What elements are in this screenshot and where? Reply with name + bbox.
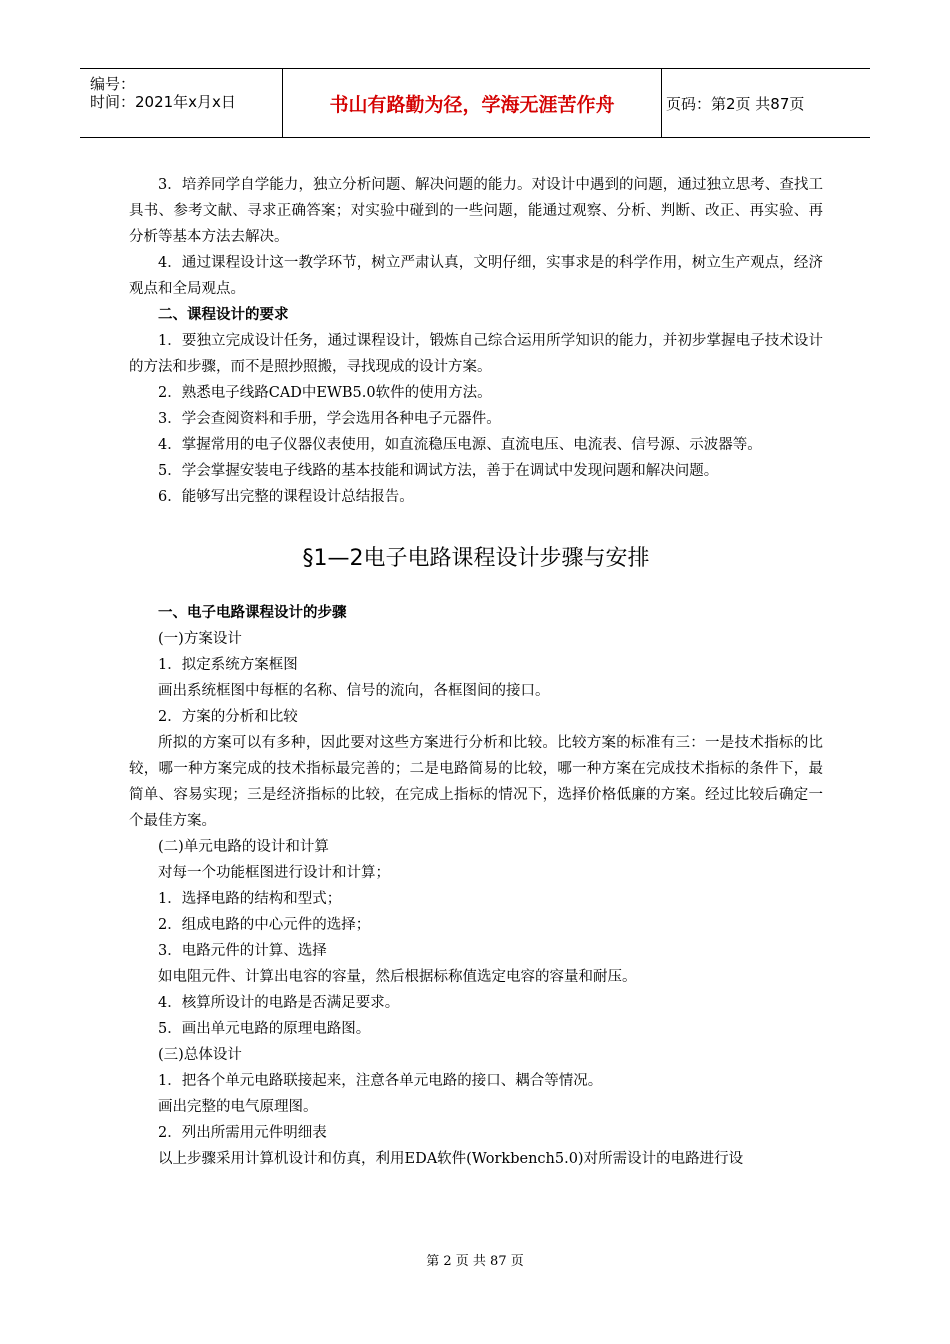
section-heading-requirements: 二、课程设计的要求	[158, 307, 289, 323]
document-time-label: 时间：2021年x月x日	[90, 93, 236, 111]
paragraph: 画出完整的电气原理图。	[158, 1099, 318, 1115]
paragraph: 4．掌握常用的电子仪器仪表使用，如直流稳压电源、直流电压、电流表、信号源、示波器等。	[158, 437, 762, 453]
header-page-info: 页码：第2页 共87页	[666, 94, 805, 113]
paragraph: 1．拟定系统方案框图	[158, 657, 298, 673]
paragraph: 2．列出所需用元件明细表	[158, 1125, 327, 1141]
page-footer	[0, 1250, 950, 1269]
document-number-label: 编号：	[90, 75, 136, 93]
paragraph: 3．学会查阅资料和手册，学会选用各种电子元器件。	[158, 411, 501, 427]
paragraph: (二)单元电路的设计和计算	[158, 839, 329, 855]
paragraph: 所拟的方案可以有多种，因此要对这些方案进行分析和比较。比较方案的标准有三：一是技术指标的比较，哪一种方案完成的技术指标最完善的；二是电路简易的比较，哪一种方案在完成技术指标的条件下，最简单、容易实现；三是经济指标的比较，在完成上指标的情况下，选择价格低廉的方案。经过比较后确定一个最佳方案。	[129, 735, 823, 829]
paragraph: 1．把各个单元电路联接起来，注意各单元电路的接口、耦合等情况。	[158, 1073, 603, 1089]
paragraph: (三)总体设计	[158, 1047, 242, 1063]
header-left-cell	[80, 69, 283, 137]
header-page-info-cell	[662, 69, 870, 137]
paragraph: 1．要独立完成设计任务，通过课程设计，锻炼自己综合运用所学知识的能力，并初步掌握电子技术设计的方法和步骤，而不是照抄照搬，寻找现成的设计方案。	[129, 333, 823, 375]
page-header	[80, 68, 870, 138]
section-title: §1—2电子电路课程设计步骤与安排	[302, 546, 650, 571]
paragraph: 画出系统框图中每框的名称、信号的流向，各框图间的接口。	[158, 683, 550, 699]
paragraph: 4．通过课程设计这一教学环节，树立严肃认真，文明仔细，实事求是的科学作用，树立生产观点，经济观点和全局观点。	[129, 255, 823, 297]
paragraph: 5．学会掌握安装电子线路的基本技能和调试方法，善于在调试中发现问题和解决问题。	[158, 463, 719, 479]
paragraph: 4．核算所设计的电路是否满足要求。	[158, 995, 400, 1011]
paragraph: (一)方案设计	[158, 631, 242, 647]
paragraph: 2．组成电路的中心元件的选择；	[158, 917, 371, 933]
section-heading-steps: 一、电子电路课程设计的步骤	[158, 605, 347, 621]
paragraph: 如电阻元件、计算出电容的容量，然后根据标称值选定电容的容量和耐压。	[158, 969, 637, 985]
paragraph: 2．熟悉电子线路CAD中EWB5.0软件的使用方法。	[158, 385, 492, 401]
paragraph: 5．画出单元电路的原理电路图。	[158, 1021, 371, 1037]
paragraph: 以上步骤采用计算机设计和仿真，利用EDA软件(Workbench5.0)对所需设计的电路进行设	[158, 1151, 744, 1167]
header-motto: 书山有路勤为径，学海无涯苦作舟	[283, 69, 662, 137]
paragraph: 6．能够写出完整的课程设计总结报告。	[158, 489, 414, 505]
footer-page-number: 第 2 页 共 87 页	[426, 1254, 524, 1269]
paragraph: 对每一个功能框图进行设计和计算；	[158, 865, 390, 881]
document-body	[129, 172, 823, 1172]
paragraph: 3．电路元件的计算、选择	[158, 943, 327, 959]
paragraph: 2．方案的分析和比较	[158, 709, 298, 725]
paragraph: 1．选择电路的结构和型式；	[158, 891, 342, 907]
paragraph: 3．培养同学自学能力，独立分析问题、解决问题的能力。对设计中遇到的问题，通过独立思考、查找工具书、参考文献、寻求正确答案；对实验中碰到的一些问题，能通过观察、分析、判断、改正、再实验、再分析等基本方法去解决。	[129, 177, 823, 245]
